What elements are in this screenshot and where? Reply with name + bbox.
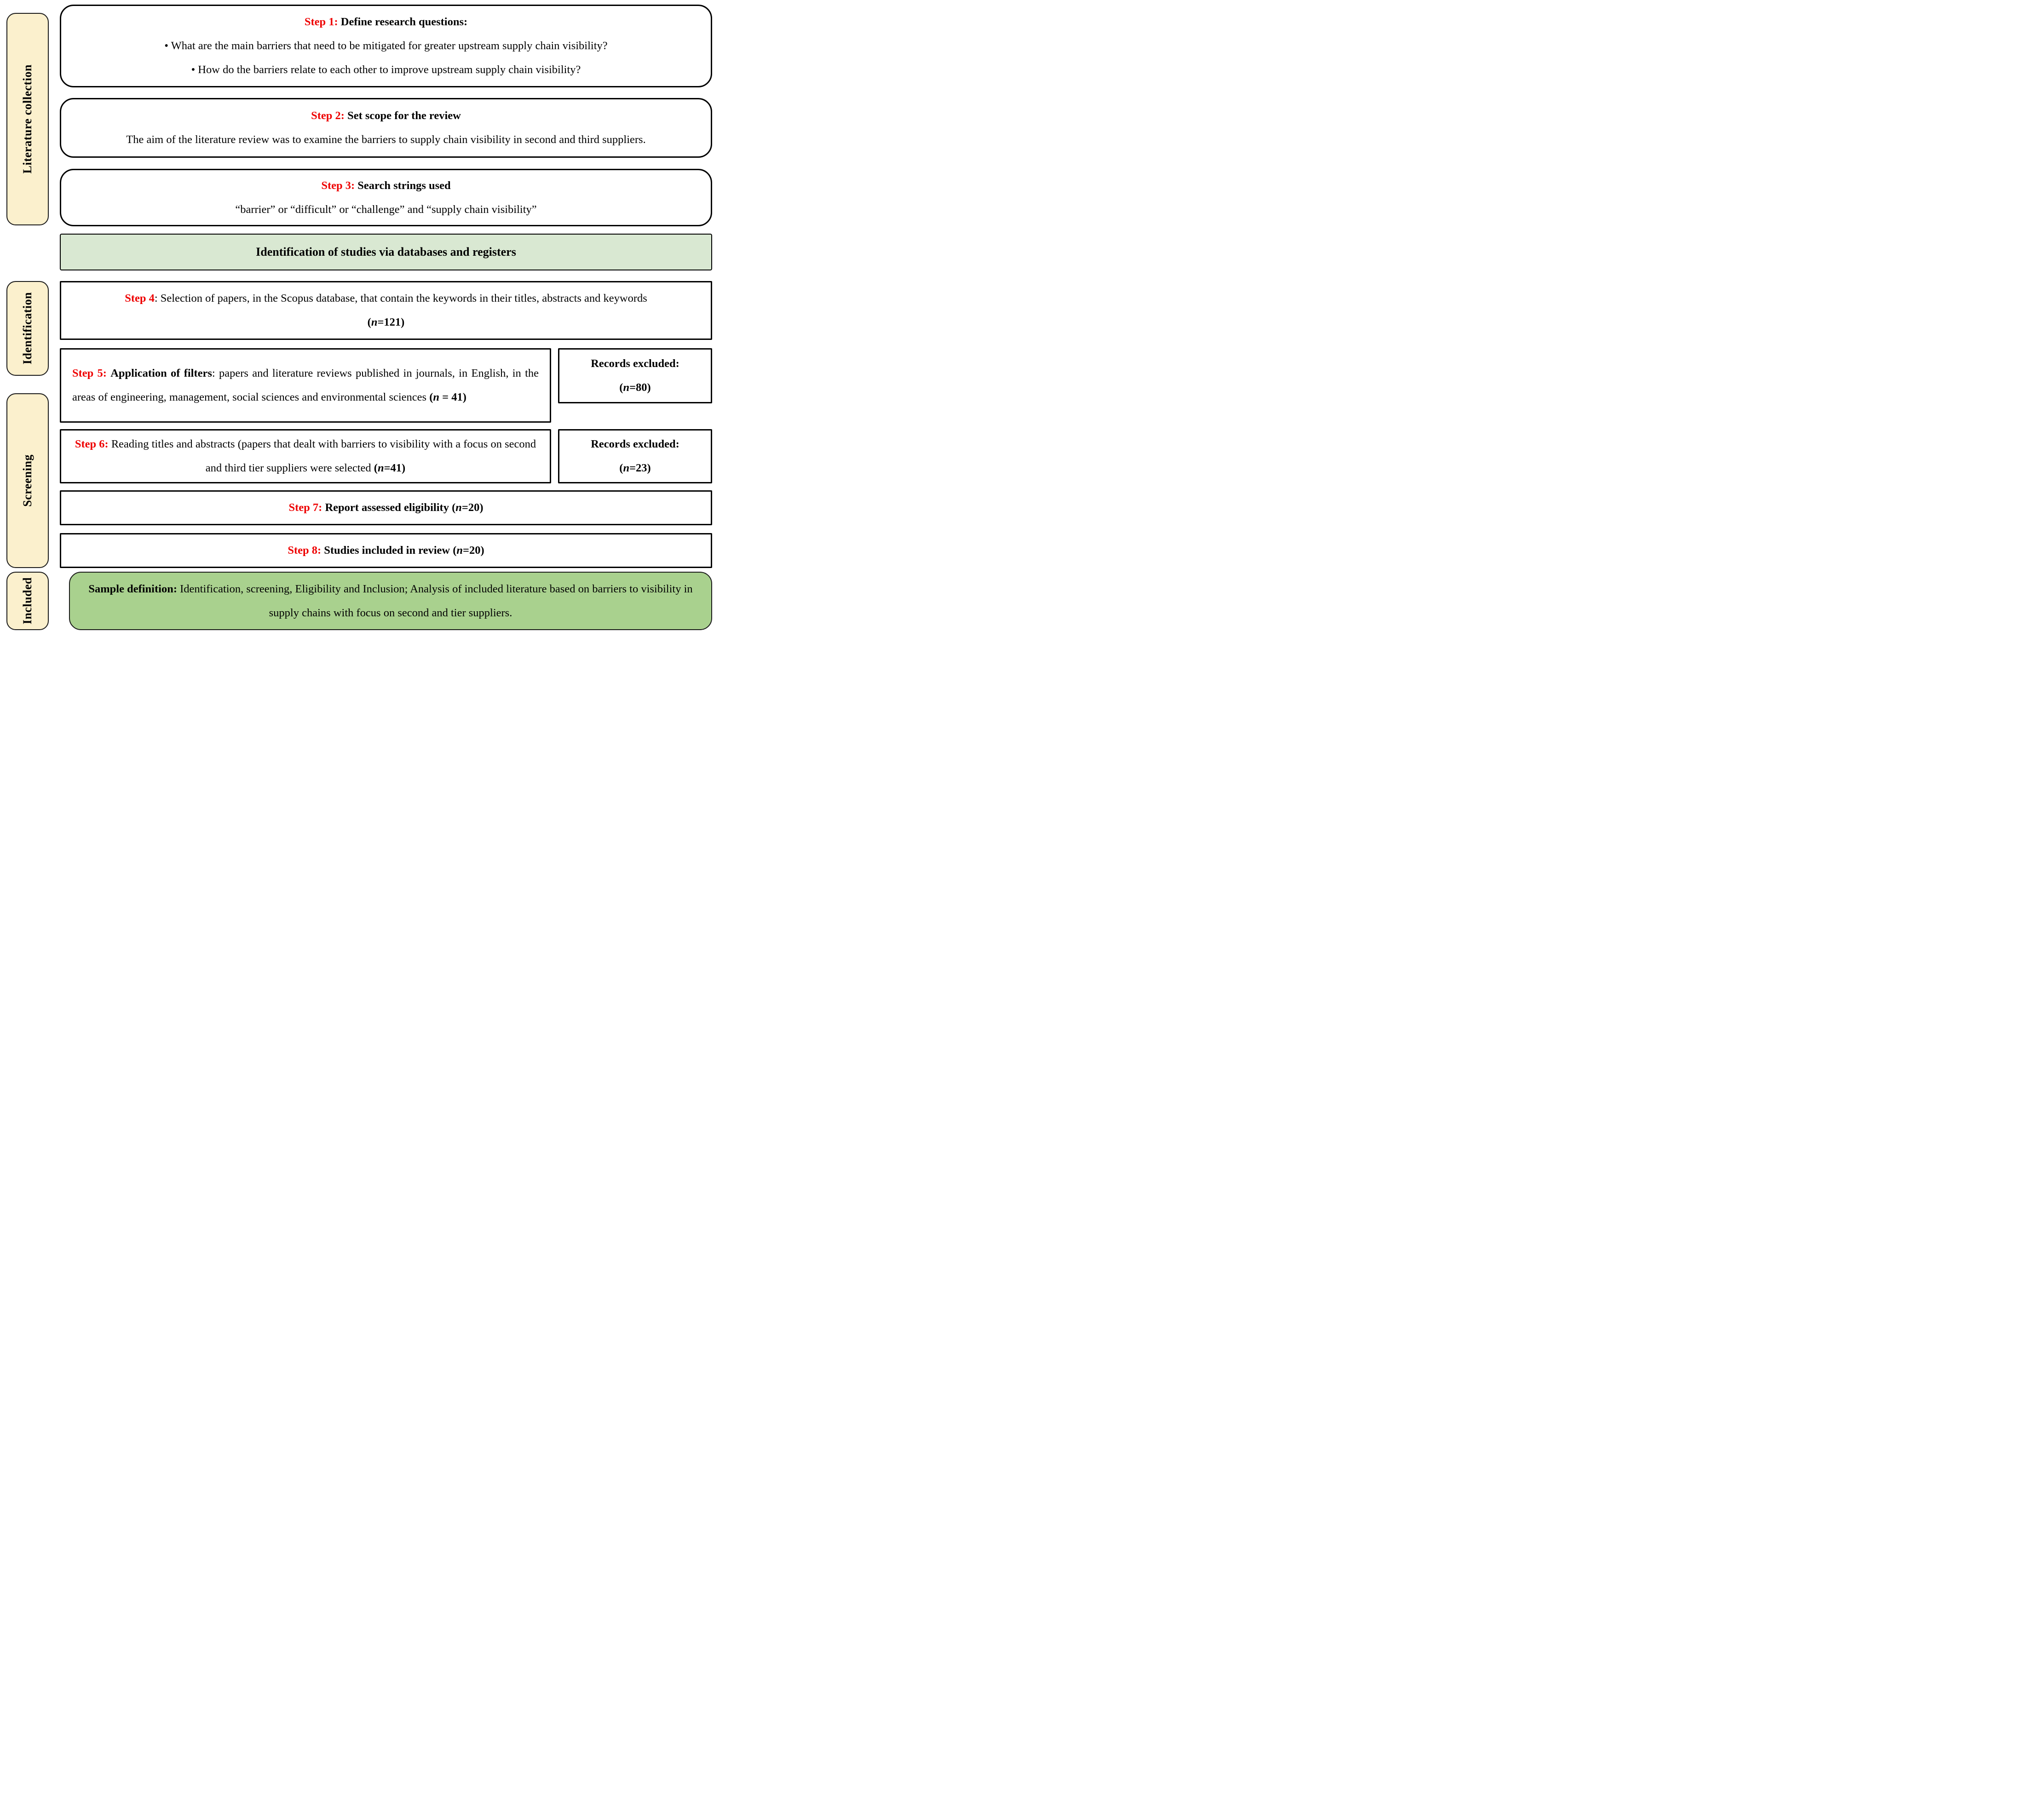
stage-box-identification: [6, 281, 49, 376]
n-variable: n: [371, 316, 378, 328]
step2-heading: [72, 104, 700, 128]
sample-definition-title: Sample definition:: [88, 582, 177, 595]
step7-title: Report assessed eligibility (n=20): [325, 501, 484, 514]
records-excluded-2-count: (n=23): [619, 462, 651, 474]
records-excluded-1-title: Records excluded:: [591, 357, 679, 370]
stage-box-screening: [6, 393, 49, 568]
identification-banner-text: Identification of studies via databases and registers: [256, 245, 516, 259]
step4-box: [60, 281, 712, 340]
stage-box-literature-collection: [6, 13, 49, 225]
n-variable: n: [456, 544, 463, 557]
step8-label: Step 8:: [288, 544, 322, 557]
step8-body: [72, 539, 700, 563]
stage-label-screening: Screening: [21, 454, 34, 507]
sample-definition-body: [84, 577, 697, 625]
n-variable: n: [377, 462, 384, 474]
step2-title: Set scope for the review: [347, 109, 461, 122]
step1-bullet-2: • How do the barriers relate to each other to improve upstream supply chain visibility?: [191, 63, 581, 76]
n-variable: n: [455, 501, 462, 514]
step3-heading: [72, 174, 700, 198]
step5-title: Application of filters: [110, 367, 212, 380]
step2-box: [60, 98, 712, 158]
records-excluded-2-title: Records excluded:: [591, 438, 679, 451]
step6-count: (n=41): [374, 462, 406, 474]
records-excluded-1-count: (n=80): [619, 381, 651, 394]
step6-box: [60, 429, 551, 483]
step1-heading: [72, 10, 700, 34]
stage-label-included: Included: [21, 577, 34, 625]
step7-body: [72, 496, 700, 520]
stage-box-included: [6, 572, 49, 630]
step1-title: Define research questions:: [340, 16, 468, 29]
step5-text: : papers and literature reviews published in journals, in English, in the areas of engineering, management, social sciences and environmental sciences: [72, 367, 539, 403]
n-variable: n: [623, 462, 630, 474]
step3-body: “barrier” or “difficult” or “challenge” and “supply chain visibility”: [235, 203, 537, 216]
prisma-flow-diagram: [0, 0, 721, 644]
step4-body: [72, 287, 700, 310]
identification-banner: [60, 234, 712, 270]
step6-text: Reading titles and abstracts (papers that dealt with barriers to visibility with a focus on second and third tier suppliers were selected: [111, 438, 536, 474]
step6-body: [72, 432, 539, 480]
step1-bullet-1: • What are the main barriers that need to be mitigated for greater upstream supply chain visibility?: [164, 40, 608, 52]
n-variable: n: [433, 391, 440, 403]
step3-box: [60, 169, 712, 226]
step3-title: Search strings used: [357, 179, 451, 192]
step7-box: [60, 490, 712, 525]
step8-title: Studies included in review (n=20): [324, 544, 484, 557]
step3-label: Step 3:: [321, 179, 355, 192]
step6-label: Step 6:: [75, 438, 109, 451]
step4-text: : Selection of papers, in the Scopus database, that contain the keywords in their titles, abstracts and keywords: [154, 292, 647, 305]
stage-label-identification: Identification: [21, 292, 34, 365]
step4-count: (n=121): [367, 316, 405, 328]
step2-body: The aim of the literature review was to examine the barriers to supply chain visibility in second and third suppliers.: [126, 133, 646, 146]
step7-label: Step 7:: [288, 501, 322, 514]
step5-count: (n = 41): [429, 391, 466, 403]
step8-box: [60, 533, 712, 568]
records-excluded-1-box: [558, 348, 712, 403]
sample-definition-box: [69, 572, 712, 630]
stage-label-literature-collection: Literature collection: [21, 64, 34, 174]
step4-label: Step 4: [125, 292, 155, 305]
records-excluded-2-box: [558, 429, 712, 483]
sample-definition-text: Identification, screening, Eligibility and Inclusion; Analysis of included literature based on barriers to visibility in supply chains with focus on second and tier suppliers.: [180, 582, 693, 619]
step5-label: Step 5:: [72, 367, 107, 380]
step2-label: Step 2:: [311, 109, 345, 122]
step5-body: [72, 362, 539, 409]
step1-label: Step 1:: [304, 16, 338, 29]
step1-box: [60, 5, 712, 87]
n-variable: n: [623, 381, 630, 394]
step5-box: [60, 348, 551, 423]
